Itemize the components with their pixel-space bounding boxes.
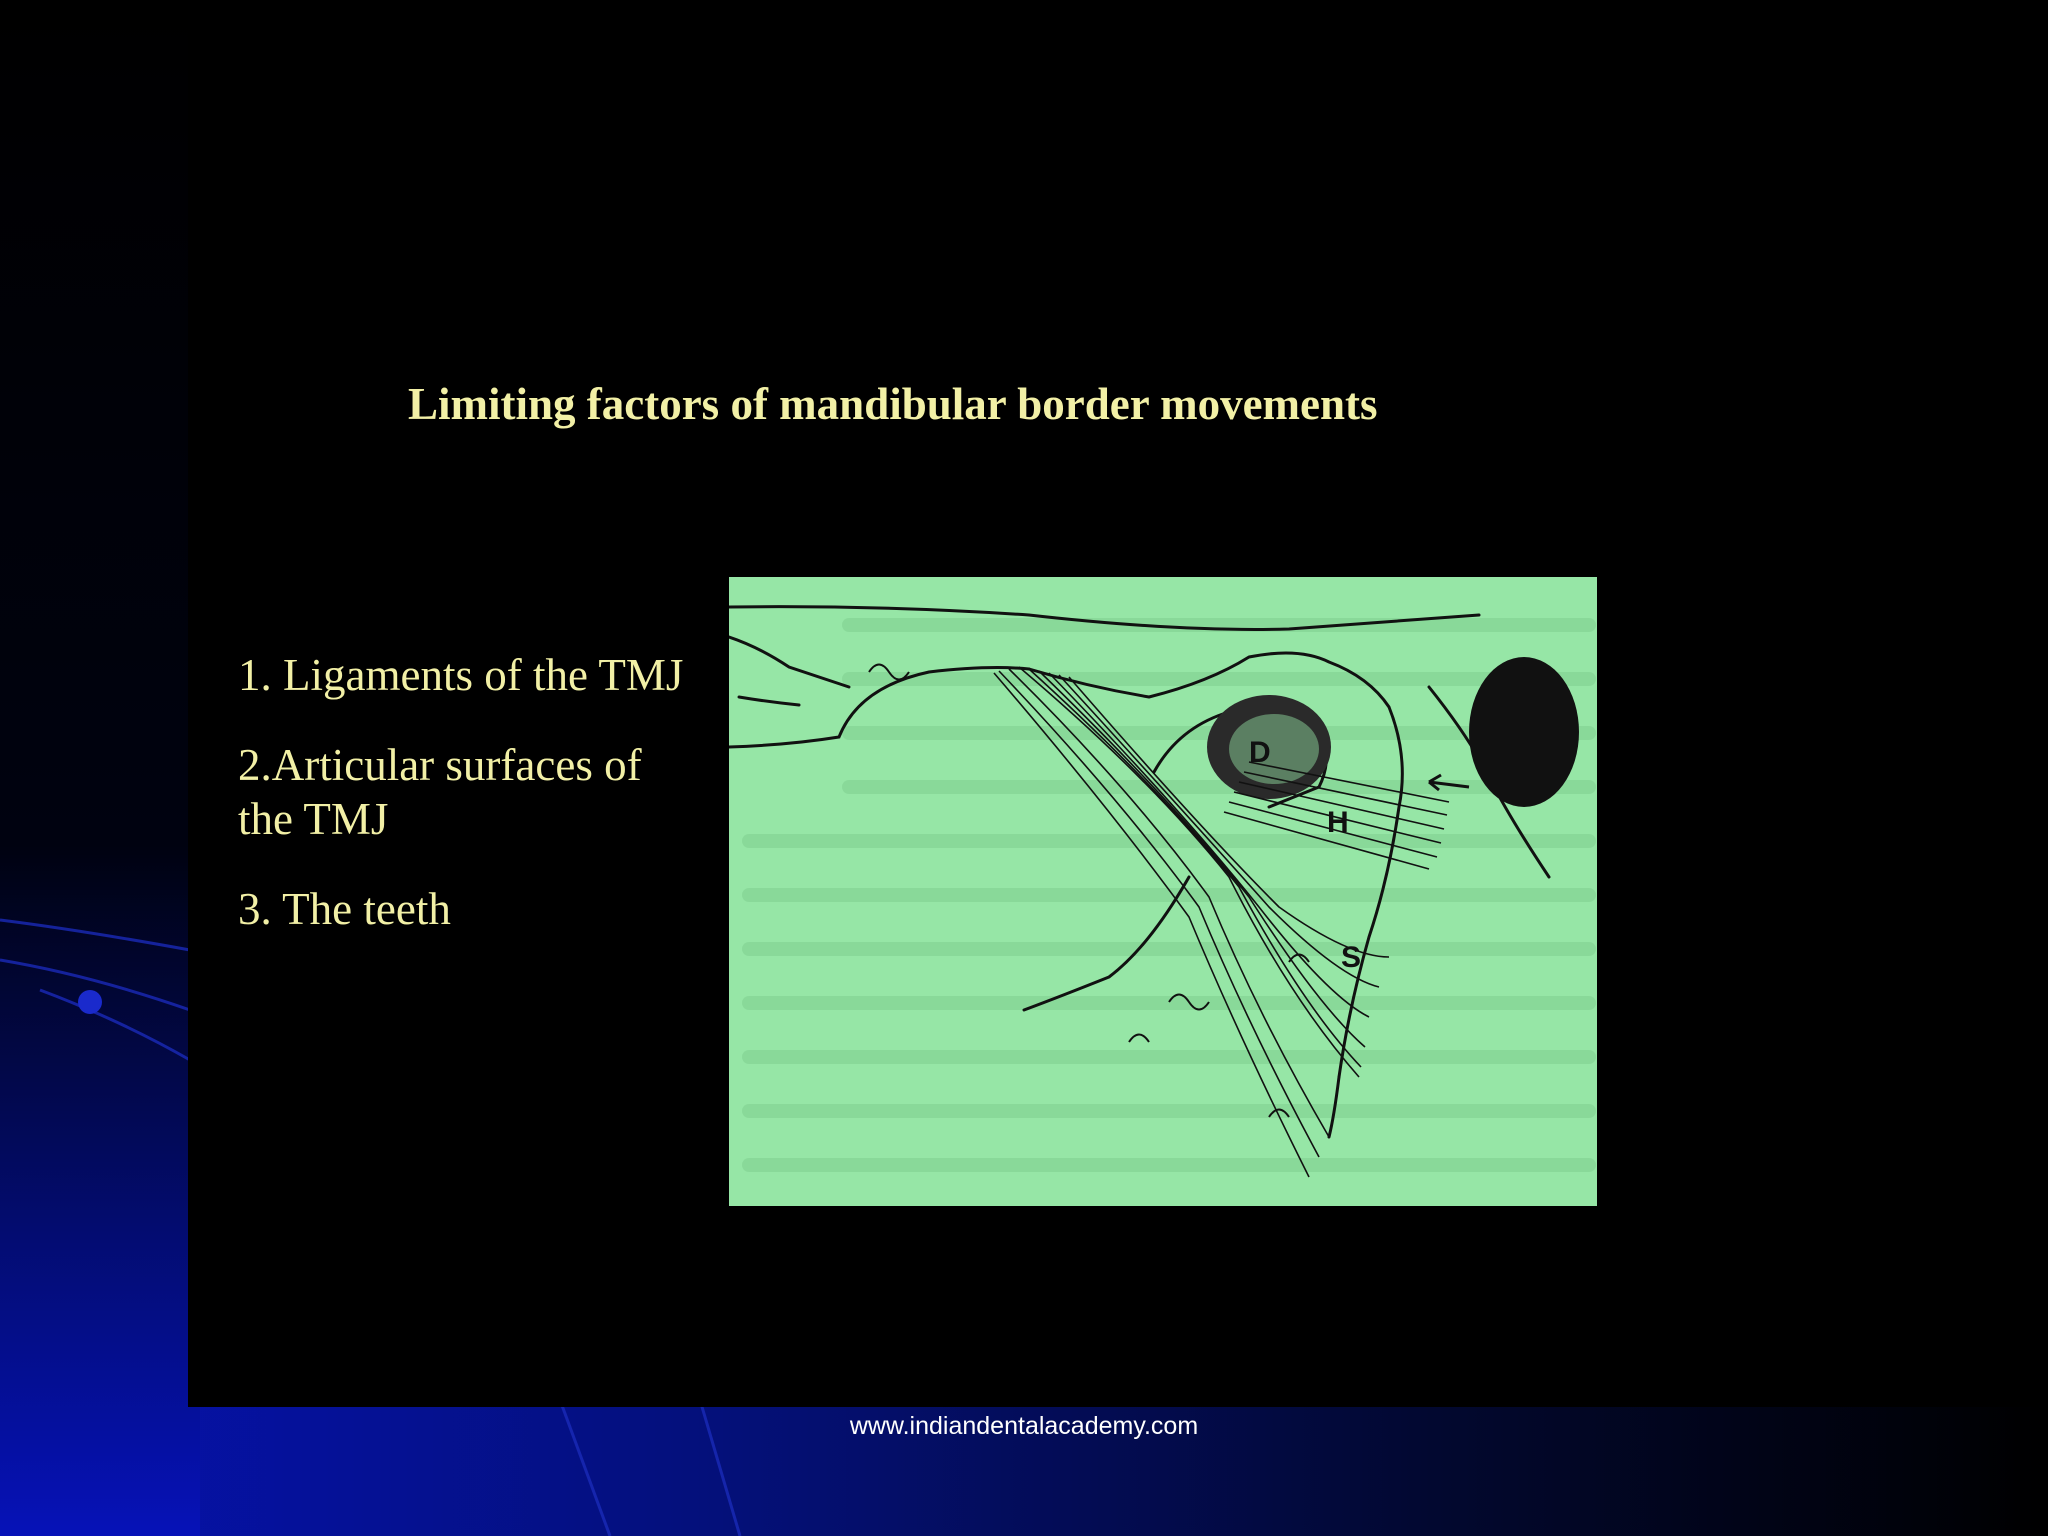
label-s: S <box>1341 941 1362 974</box>
tmj-illustration <box>729 577 1597 1206</box>
list-item-teeth: 3. The teeth <box>238 884 451 934</box>
bullet-list <box>238 648 688 972</box>
list-item-ligaments: 1. Ligaments of the TMJ <box>238 650 684 700</box>
slide-title: Limiting factors of mandibular border movements <box>408 379 1378 429</box>
tmj-drawing <box>729 577 1597 1206</box>
label-h: H <box>1327 806 1349 839</box>
footer-url: www.indiandentalacademy.com <box>849 1412 1199 1440</box>
list-item-articular-surfaces: 2.Articular surfaces of the TMJ <box>238 740 642 844</box>
label-d: D <box>1249 736 1271 769</box>
